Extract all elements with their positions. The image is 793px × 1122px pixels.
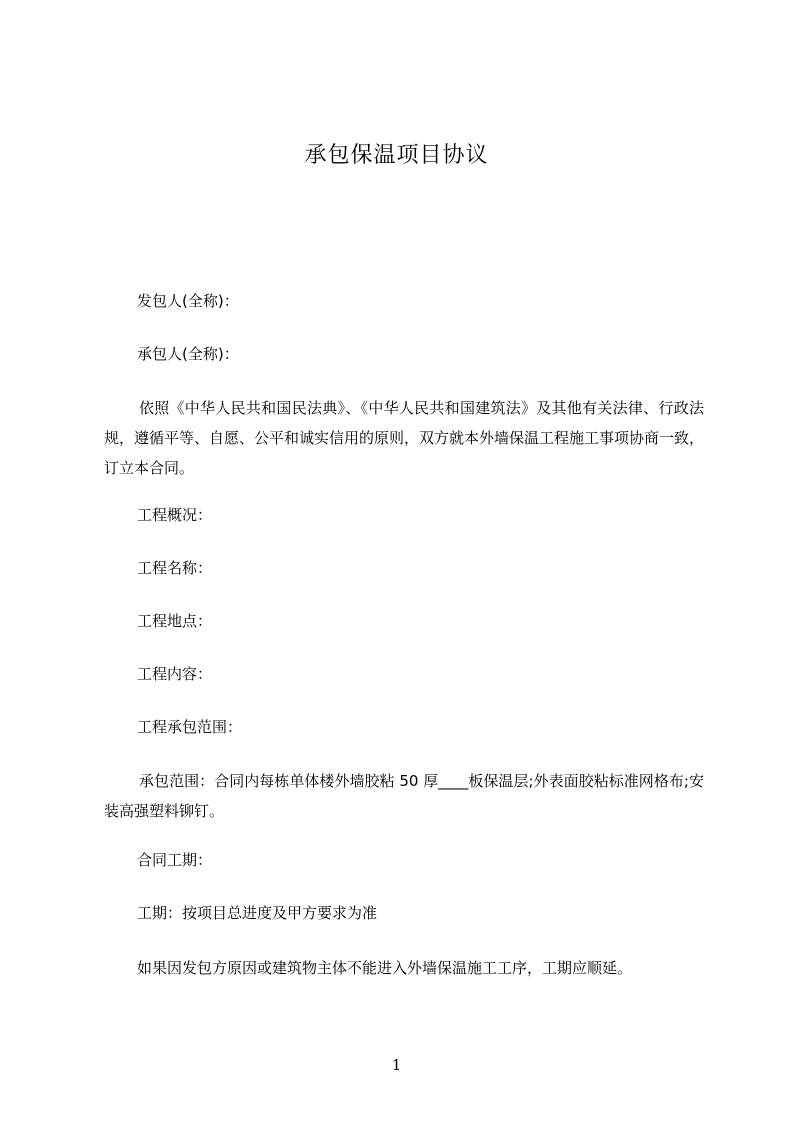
party-a-line: 发包人(全称)： [137,292,239,310]
scope-paragraph: 承包范围：合同内每栋单体楼外墙胶粘 50 厚____板保温层;外表面胶粘标准网格布;安装高强塑料铆钉。 [104,772,704,820]
project-scope-heading: 工程承包范围： [137,718,243,736]
page-number: 1 [391,1056,402,1074]
period-line: 工期：按项目总进度及甲方要求为准 [137,904,378,922]
project-content-line: 工程内容： [137,665,213,683]
document-title: 承包保温项目协议 [304,143,489,168]
party-b-line: 承包人(全称)： [137,345,239,363]
project-overview-heading: 工程概况： [137,506,213,524]
project-name-line: 工程名称： [137,559,213,577]
project-location-line: 工程地点： [137,612,213,630]
delay-line: 如果因发包方原因或建筑物主体不能进入外墙保温施工工序，工期应顺延。 [137,959,633,977]
preamble-paragraph: 依照《中华人民共和国民法典》、《中华人民共和国建筑法》及其他有关法律、行政法规，遵循平等、自愿、公平和诚实信用的原则，双方就本外墙保温工程施工事项协商一致，订立本合同。 [104,399,705,477]
contract-period-heading: 合同工期： [137,851,213,869]
